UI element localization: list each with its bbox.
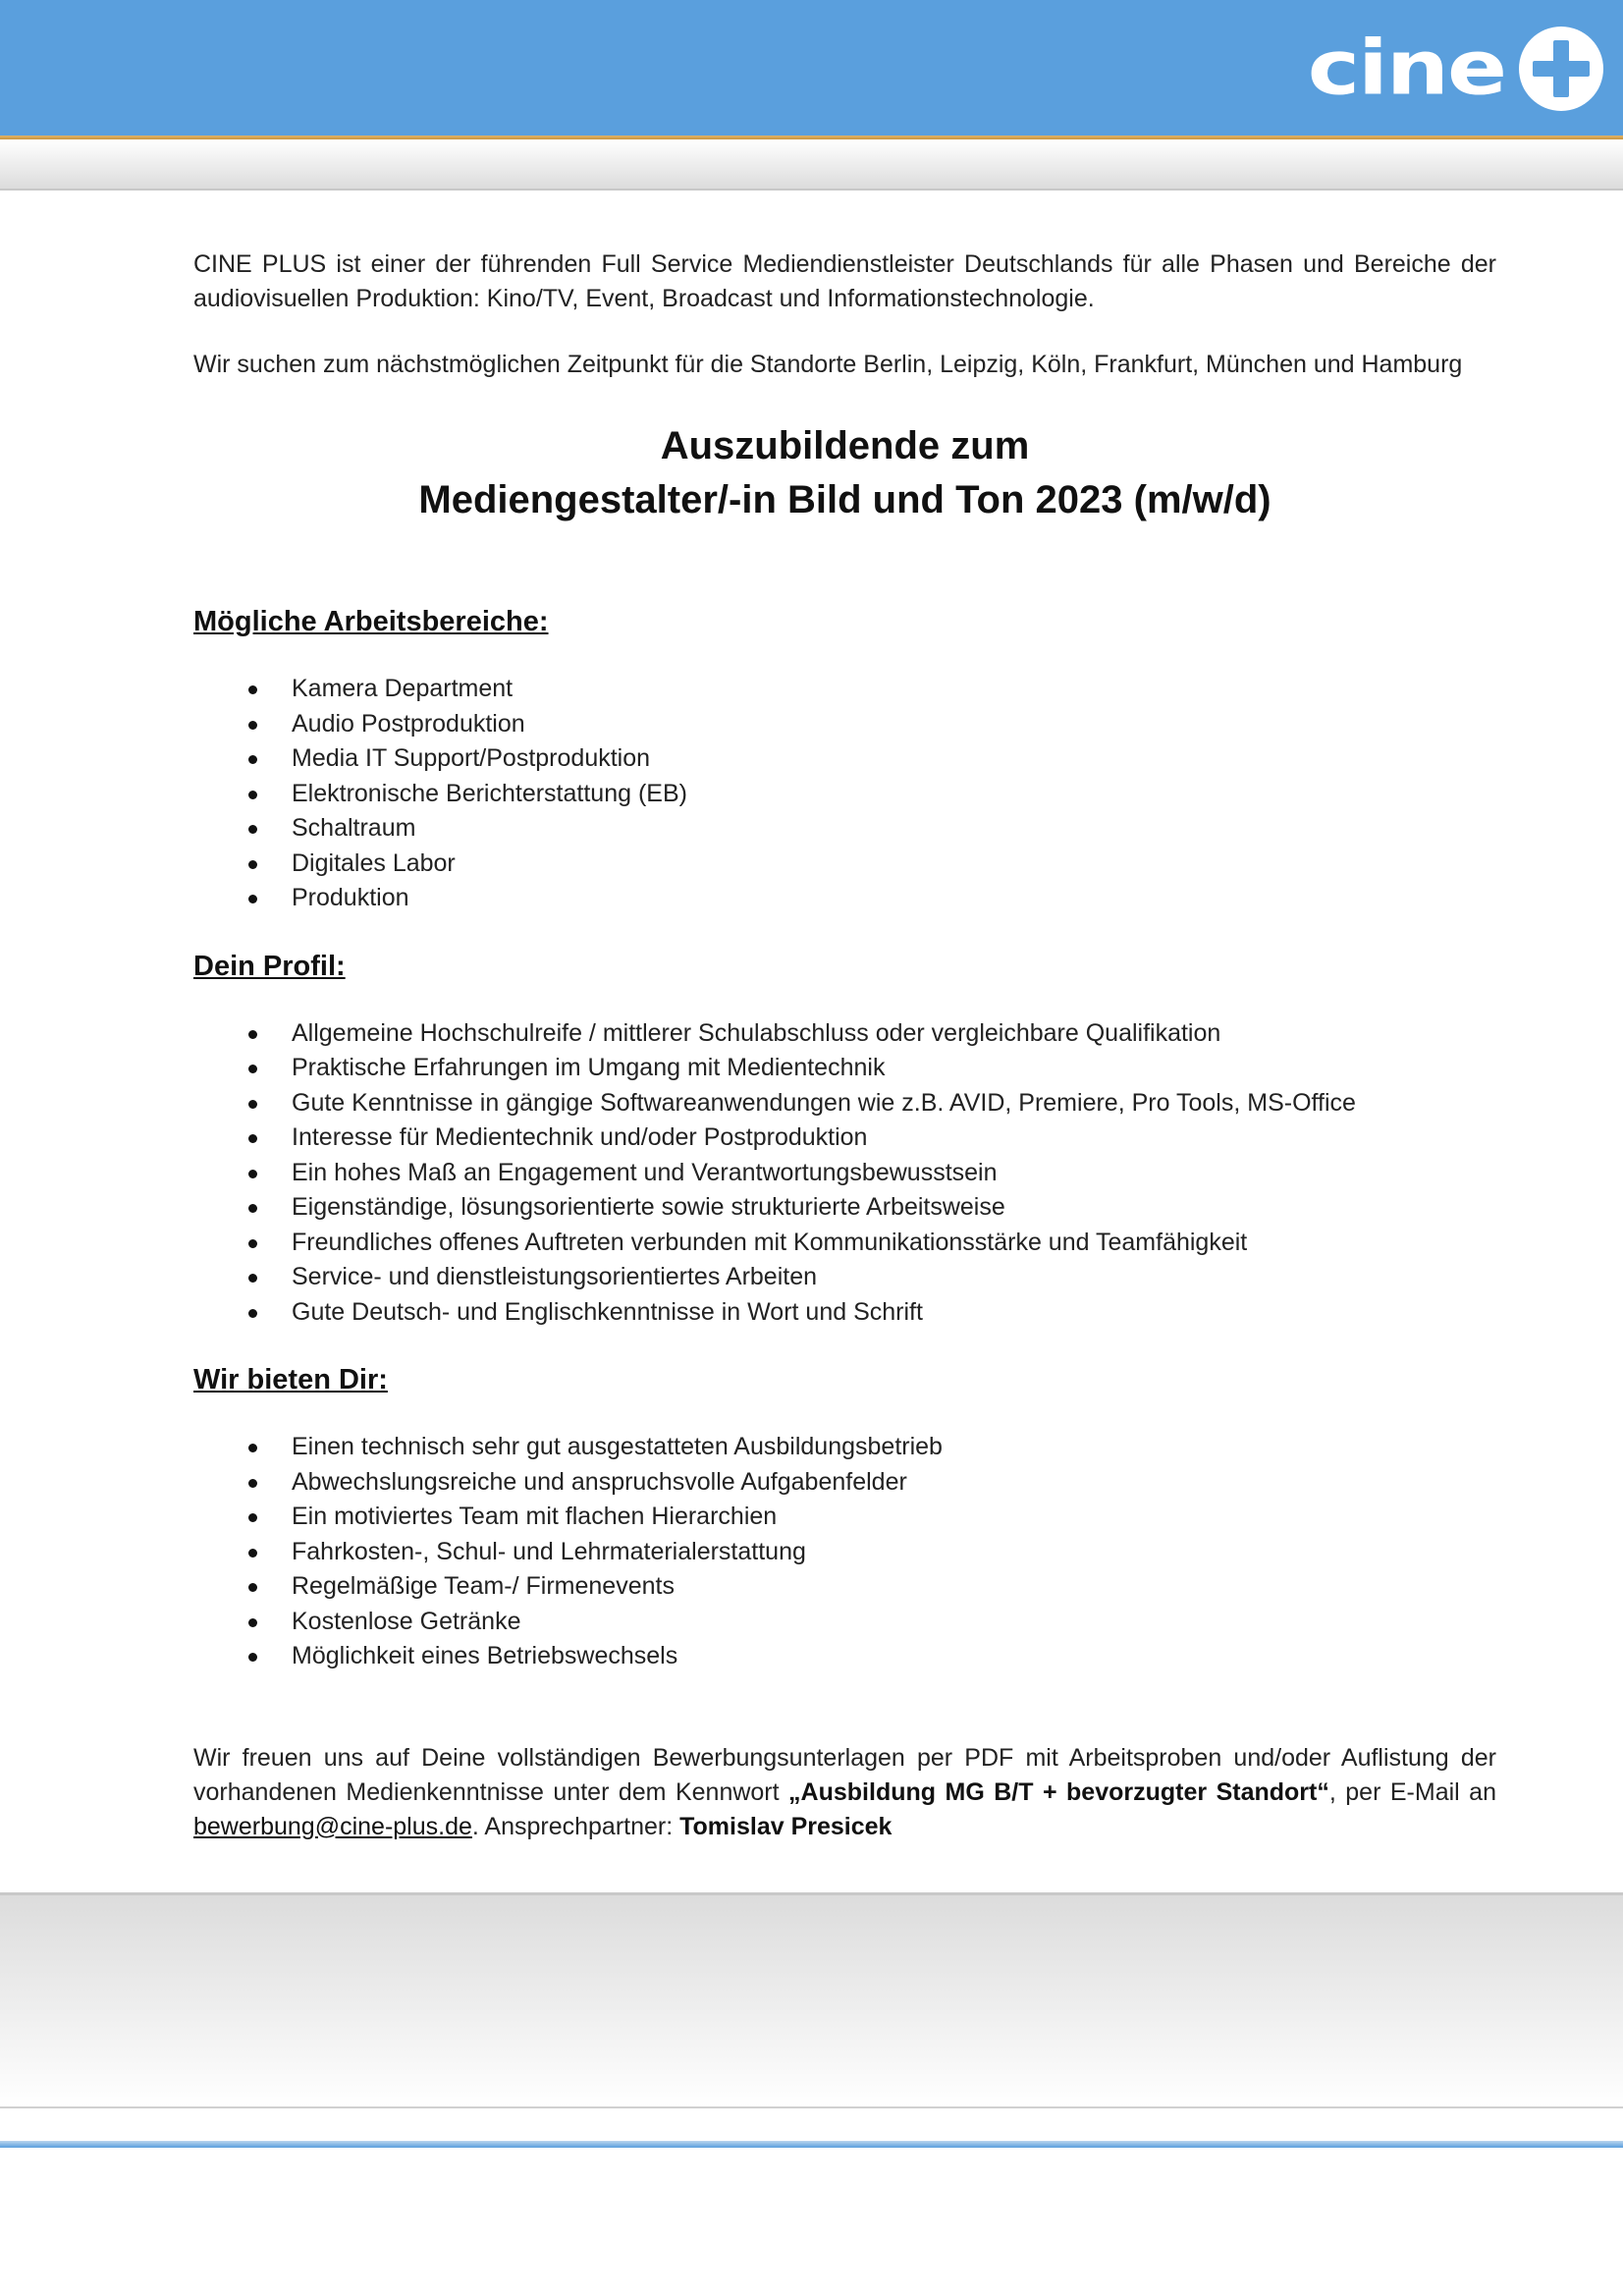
list-item: Digitales Labor: [193, 847, 1496, 882]
list-item: Möglichkeit eines Betriebswechsels: [193, 1639, 1496, 1674]
intro-paragraph: CINE PLUS ist einer der führenden Full Service Mediendienstleister Deutschlands für alle Phasen und Bereiche der audiovisuellen Produktion: Kino/TV, Event, Broadcast und Informationstechnologie.: [193, 250, 1496, 312]
header-gradient-band: [0, 139, 1623, 191]
contact-name: Tomislav Presicek: [679, 1812, 893, 1840]
closing-text-contact: . Ansprechpartner:: [471, 1812, 680, 1840]
closing-paragraph: [193, 1741, 1496, 1844]
list-item: Freundliches offenes Auftreten verbunden mit Kommunikationsstärke und Teamfähigkeit: [193, 1226, 1496, 1261]
job-title-line2: Mediengestalter/-in Bild und Ton 2023 (m/w/d): [418, 478, 1271, 521]
list-item: Produktion: [193, 881, 1496, 916]
list-item: Ein motiviertes Team mit flachen Hierarchien: [193, 1500, 1496, 1535]
list-item: Abwechslungsreiche und anspruchsvolle Aufgabenfelder: [193, 1465, 1496, 1501]
list-item: Media IT Support/Postproduktion: [193, 741, 1496, 777]
profile-list: [193, 1016, 1496, 1331]
header-bar: [0, 0, 1623, 136]
footer-gradient-band: [0, 1892, 1623, 2108]
section-heading-areas: Mögliche Arbeitsbereiche:: [193, 606, 549, 637]
list-item: Eigenständige, lösungsorientierte sowie strukturierte Arbeitsweise: [193, 1190, 1496, 1226]
job-posting-content: [193, 247, 1496, 1844]
areas-list: [193, 672, 1496, 916]
list-item: Interesse für Medientechnik und/oder Postproduktion: [193, 1121, 1496, 1156]
section-heading-profile: Dein Profil:: [193, 950, 346, 982]
locations-paragraph: Wir suchen zum nächstmöglichen Zeitpunkt für die Standorte Berlin, Leipzig, Köln, Frankfurt, München und Hamburg: [193, 351, 1463, 378]
job-title-line1: Auszubildende zum: [660, 424, 1030, 467]
list-item: Praktische Erfahrungen im Umgang mit Medientechnik: [193, 1051, 1496, 1086]
section-heading-offer: Wir bieten Dir:: [193, 1364, 388, 1395]
list-item: Ein hohes Maß an Engagement und Verantwortungsbewusstsein: [193, 1156, 1496, 1191]
list-item: Fahrkosten-, Schul- und Lehrmaterialerstattung: [193, 1535, 1496, 1570]
application-keyword: „Ausbildung MG B/T + bevorzugter Standort“: [788, 1777, 1329, 1806]
list-item: Gute Deutsch- und Englischkenntnisse in Wort und Schrift: [193, 1295, 1496, 1331]
closing-text-email-intro: , per E-Mail an: [1328, 1777, 1496, 1806]
closing-text: Wir freuen uns auf Deine vollständigen Bewerbungsunterlagen per PDF mit Arbeitsproben und/oder Auflistung der vorhandenen Medienkenntnisse unter dem Kennwort: [193, 1743, 1496, 1806]
list-item: Audio Postproduktion: [193, 707, 1496, 742]
list-item: Regelmäßige Team-/ Firmenevents: [193, 1569, 1496, 1605]
list-item: Einen technisch sehr gut ausgestatteten Ausbildungsbetrieb: [193, 1430, 1496, 1465]
footer-accent-line: [0, 2141, 1623, 2148]
plus-circle-icon: [1517, 25, 1605, 113]
cine-plus-logo[interactable]: [1308, 20, 1605, 118]
list-item: Schaltraum: [193, 811, 1496, 847]
list-item: Elektronische Berichterstattung (EB): [193, 777, 1496, 812]
logo-text: cine: [1307, 24, 1505, 113]
list-item: Gute Kenntnisse in gängige Softwareanwendungen wie z.B. AVID, Premiere, Pro Tools, MS-Office: [193, 1086, 1496, 1121]
list-item: Allgemeine Hochschulreife / mittlerer Schulabschluss oder vergleichbare Qualifikation: [193, 1016, 1496, 1052]
list-item: Kostenlose Getränke: [193, 1605, 1496, 1640]
offer-list: [193, 1430, 1496, 1674]
list-item: Kamera Department: [193, 672, 1496, 707]
email-link[interactable]: bewerbung@cine-plus.de: [193, 1812, 472, 1840]
list-item: Service- und dienstleistungsorientiertes Arbeiten: [193, 1260, 1496, 1295]
job-title: [193, 419, 1496, 527]
